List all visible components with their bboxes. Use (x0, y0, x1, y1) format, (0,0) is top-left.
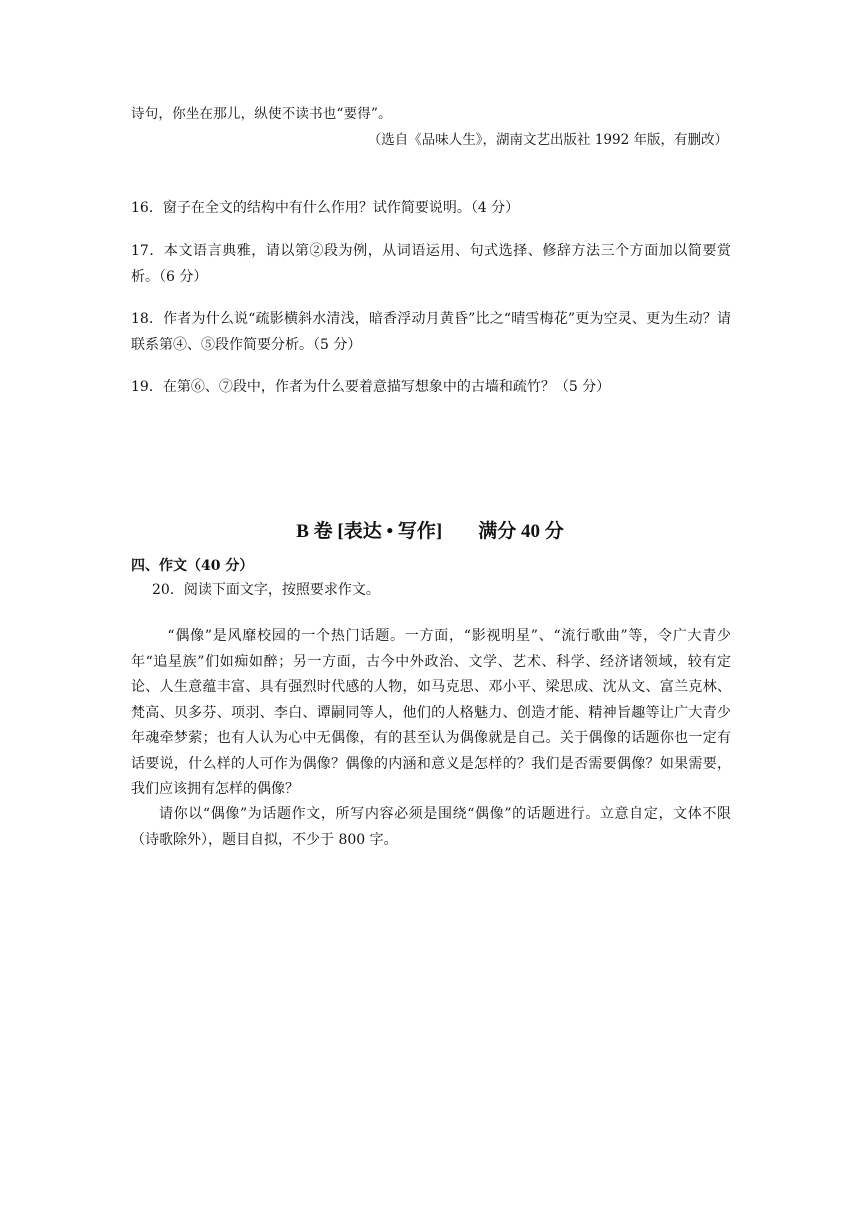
question-19: 19．在第⑥、⑦段中，作者为什么要着意描写想象中的古墙和疏竹？（5 分） (131, 379, 611, 395)
section-b-title-main: B 卷 [表达 • 写作] (296, 521, 443, 542)
question-20-prompt: 20．阅读下面文字，按照要求作文。 (152, 582, 380, 598)
composition-material: “偶像”是风靡校园的一个热门话题。一方面，“影视明星”、“流行歌曲”等，令广大青少年“追星族”们如痴如醉；另一方面，古今中外政治、文学、艺术、科学、经济诸领域，较有定论、人生意蕴丰富、具有强烈时代感的人物，如马克思、邓小平、梁思成、沈从文、富兰克林、梵高、贝多芬、项羽、李白、谭嗣同等人，他们的人格魅力、创造才能、精神旨趣等让广大青少年魂牵梦萦；也有人认为心中无偶像，有的甚至认为偶像就是自己。关于偶像的话题你也一定有话要说，什么样的人可作为偶像？偶像的内涵和意义是怎样的？我们是否需要偶像？如果需要，我们应该拥有怎样的偶像？ (131, 628, 731, 797)
passage-source-citation: （选自《品味人生》，湖南文艺出版社 1992 年版，有删改） (367, 132, 728, 148)
section-b-title (0, 518, 860, 546)
question-18: 18．作者为什么说“疏影横斜水清浅，暗香浮动月黄昏”比之“晴雪梅花”更为空灵、更为生动？请联系第④、⑤段作简要分析。（5 分） (131, 311, 731, 353)
composition-heading: 四、作文（40 分） (131, 558, 254, 574)
passage-ending-line: 诗句，你坐在那儿，纵使不读书也“要得”。 (131, 106, 392, 122)
section-b-title-score: 满分 40 分 (478, 521, 564, 542)
composition-requirement: 请你以“偶像”为话题作文，所写内容必须是围绕“偶像”的话题进行。立意自定，文体不限（诗歌除外），题目自拟，不少于 800 字。 (131, 806, 731, 848)
question-17: 17．本文语言典雅，请以第②段为例，从词语运用、句式选择、修辞方法三个方面加以简要赏析。（6 分） (131, 243, 731, 285)
question-16: 16．窗子在全文的结构中有什么作用？试作简要说明。（4 分） (131, 200, 520, 216)
